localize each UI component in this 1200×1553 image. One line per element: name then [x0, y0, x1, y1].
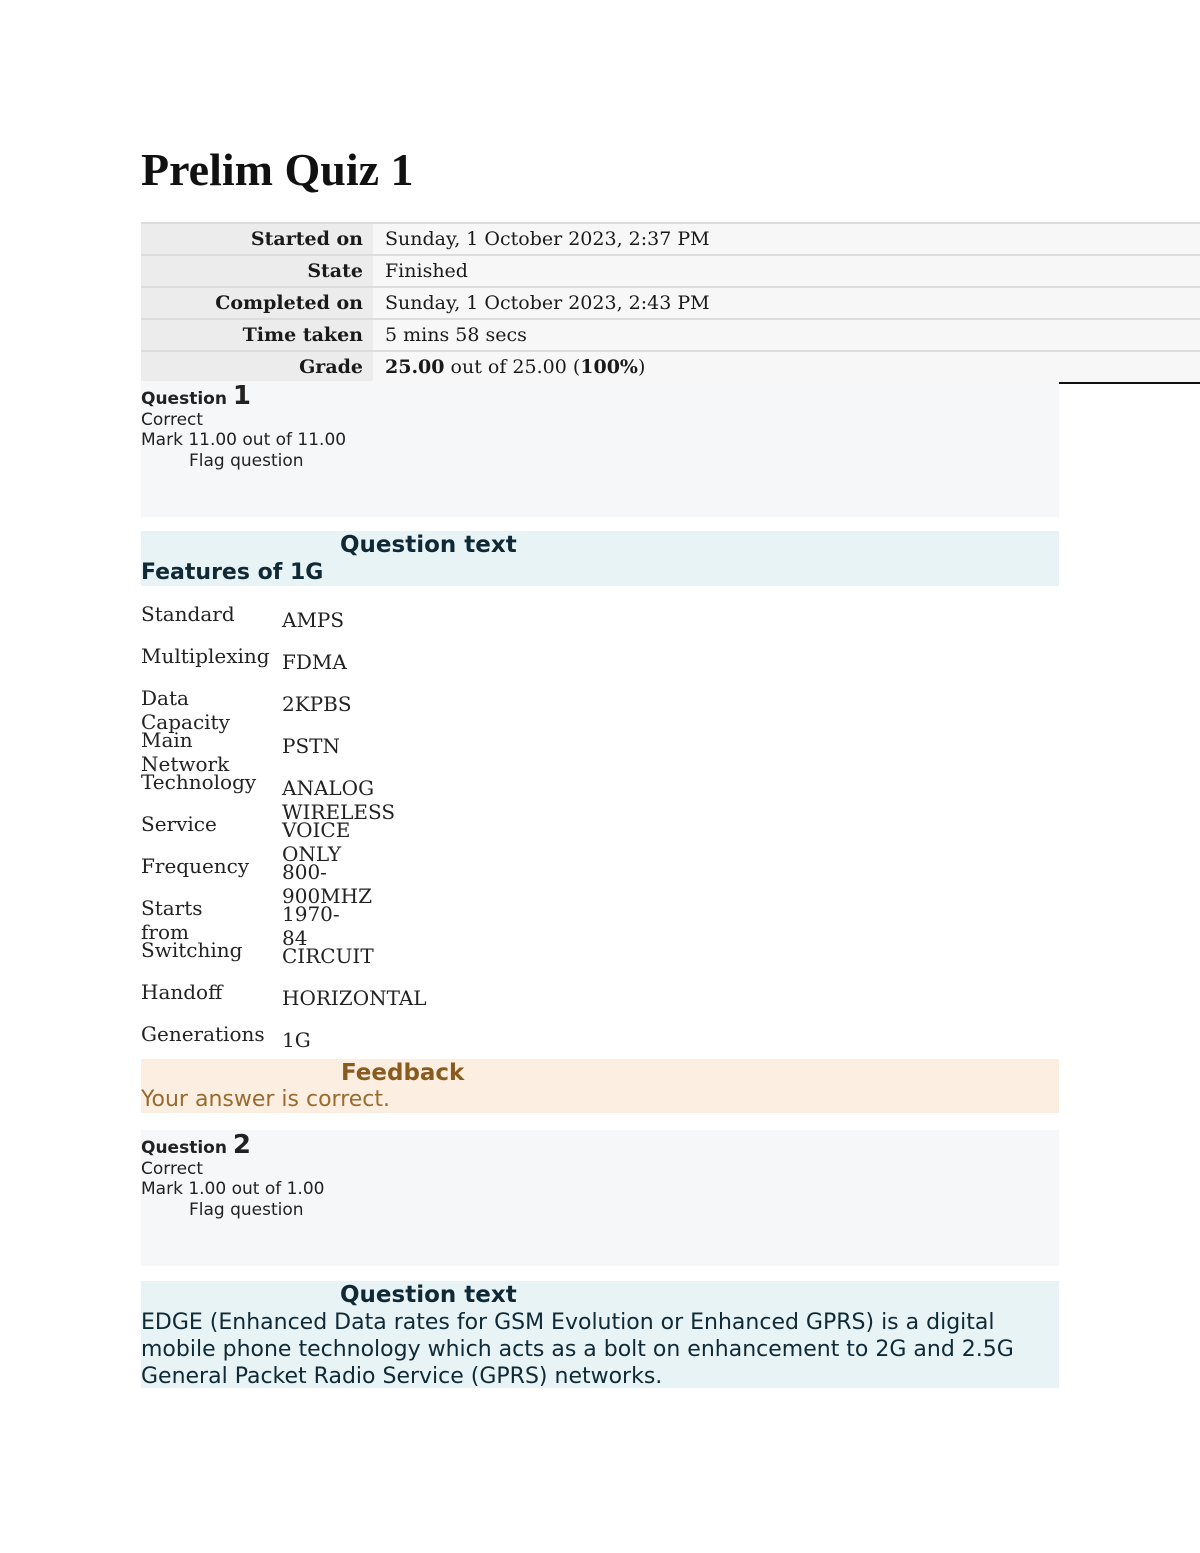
feature-key: Handoff	[141, 980, 223, 1004]
feedback-block	[141, 1059, 1059, 1113]
page-title: Prelim Quiz 1	[141, 144, 414, 195]
summary-label: Started on	[141, 223, 373, 255]
feature-key: Data Capacity	[141, 686, 230, 734]
question-info-1	[141, 381, 1059, 517]
question-mark: Mark 11.00 out of 11.00	[141, 430, 347, 450]
feature-value: HORIZONTAL	[282, 986, 427, 1010]
question-state: Correct	[141, 410, 204, 430]
question-text-line: EDGE (Enhanced Data rates for GSM Evolution or Enhanced GPRS) is a digital	[141, 1310, 995, 1335]
summary-value: Sunday, 1 October 2023, 2:43 PM	[373, 287, 1200, 319]
summary-value: Sunday, 1 October 2023, 2:37 PM	[373, 223, 1200, 255]
feature-value: 800-900MHZ	[282, 860, 372, 908]
feature-value: AMPS	[282, 608, 345, 632]
feature-key: Generations	[141, 1022, 265, 1046]
question-number-value: 2	[232, 1130, 251, 1160]
question-text-1	[141, 531, 1059, 586]
summary-row-completed	[141, 287, 1200, 319]
feature-key: Multiplexing	[141, 644, 270, 668]
feedback-header: Feedback	[341, 1060, 465, 1086]
feature-value: 1G	[282, 1028, 311, 1052]
summary-value: 5 mins 58 secs	[373, 319, 1200, 351]
question-number: Question 2	[141, 1130, 251, 1160]
summary-row-grade	[141, 351, 1200, 383]
question-info-2	[141, 1130, 1059, 1266]
summary-row-state	[141, 255, 1200, 287]
feature-value: PSTN	[282, 734, 340, 758]
feature-value: ANALOG WIRELESS	[282, 776, 396, 824]
feature-key: Technology	[141, 770, 257, 794]
summary-label: Time taken	[141, 319, 373, 351]
question-text-header: Question text	[340, 532, 517, 558]
feature-value: CIRCUIT	[282, 944, 374, 968]
feature-key: Starts from	[141, 896, 203, 944]
summary-label: State	[141, 255, 373, 287]
feedback-text: Your answer is correct.	[141, 1087, 391, 1112]
grade-out-of: out of 25.00 (	[444, 356, 581, 378]
grade-percent: 100%	[580, 356, 638, 378]
question-mark: Mark 1.00 out of 1.00	[141, 1179, 325, 1199]
question-state: Correct	[141, 1159, 204, 1179]
question-text-line: General Packet Radio Service (GPRS) networks.	[141, 1364, 663, 1389]
summary-label: Completed on	[141, 287, 373, 319]
grade-value	[373, 351, 1200, 383]
feature-key: Main Network	[141, 728, 230, 776]
feature-key: Service	[141, 812, 217, 836]
feature-value: 1970-84	[282, 902, 340, 950]
grade-close: )	[637, 356, 646, 378]
attempt-summary-table	[141, 222, 1200, 384]
summary-label: Grade	[141, 351, 373, 383]
feature-value: 2KPBS	[282, 692, 352, 716]
feature-value: VOICE ONLY	[282, 818, 351, 866]
feature-key: Standard	[141, 602, 235, 626]
grade-score: 25.00	[385, 356, 445, 378]
question-number-value: 1	[232, 381, 251, 411]
flag-question-link[interactable]: Flag question	[189, 1200, 304, 1220]
question-number: Question 1	[141, 381, 251, 411]
feature-value: FDMA	[282, 650, 347, 674]
question-text-body: Features of 1G	[141, 560, 324, 585]
summary-row-started	[141, 223, 1200, 255]
question-text-header: Question text	[340, 1282, 517, 1308]
summary-row-time-taken	[141, 319, 1200, 351]
summary-value: Finished	[373, 255, 1200, 287]
flag-question-link[interactable]: Flag question	[189, 451, 304, 471]
feature-key: Frequency	[141, 854, 250, 878]
feature-key: Switching	[141, 938, 243, 962]
question-text-2	[141, 1281, 1059, 1388]
question-text-line: mobile phone technology which acts as a bolt on enhancement to 2G and 2.5G	[141, 1337, 1014, 1362]
